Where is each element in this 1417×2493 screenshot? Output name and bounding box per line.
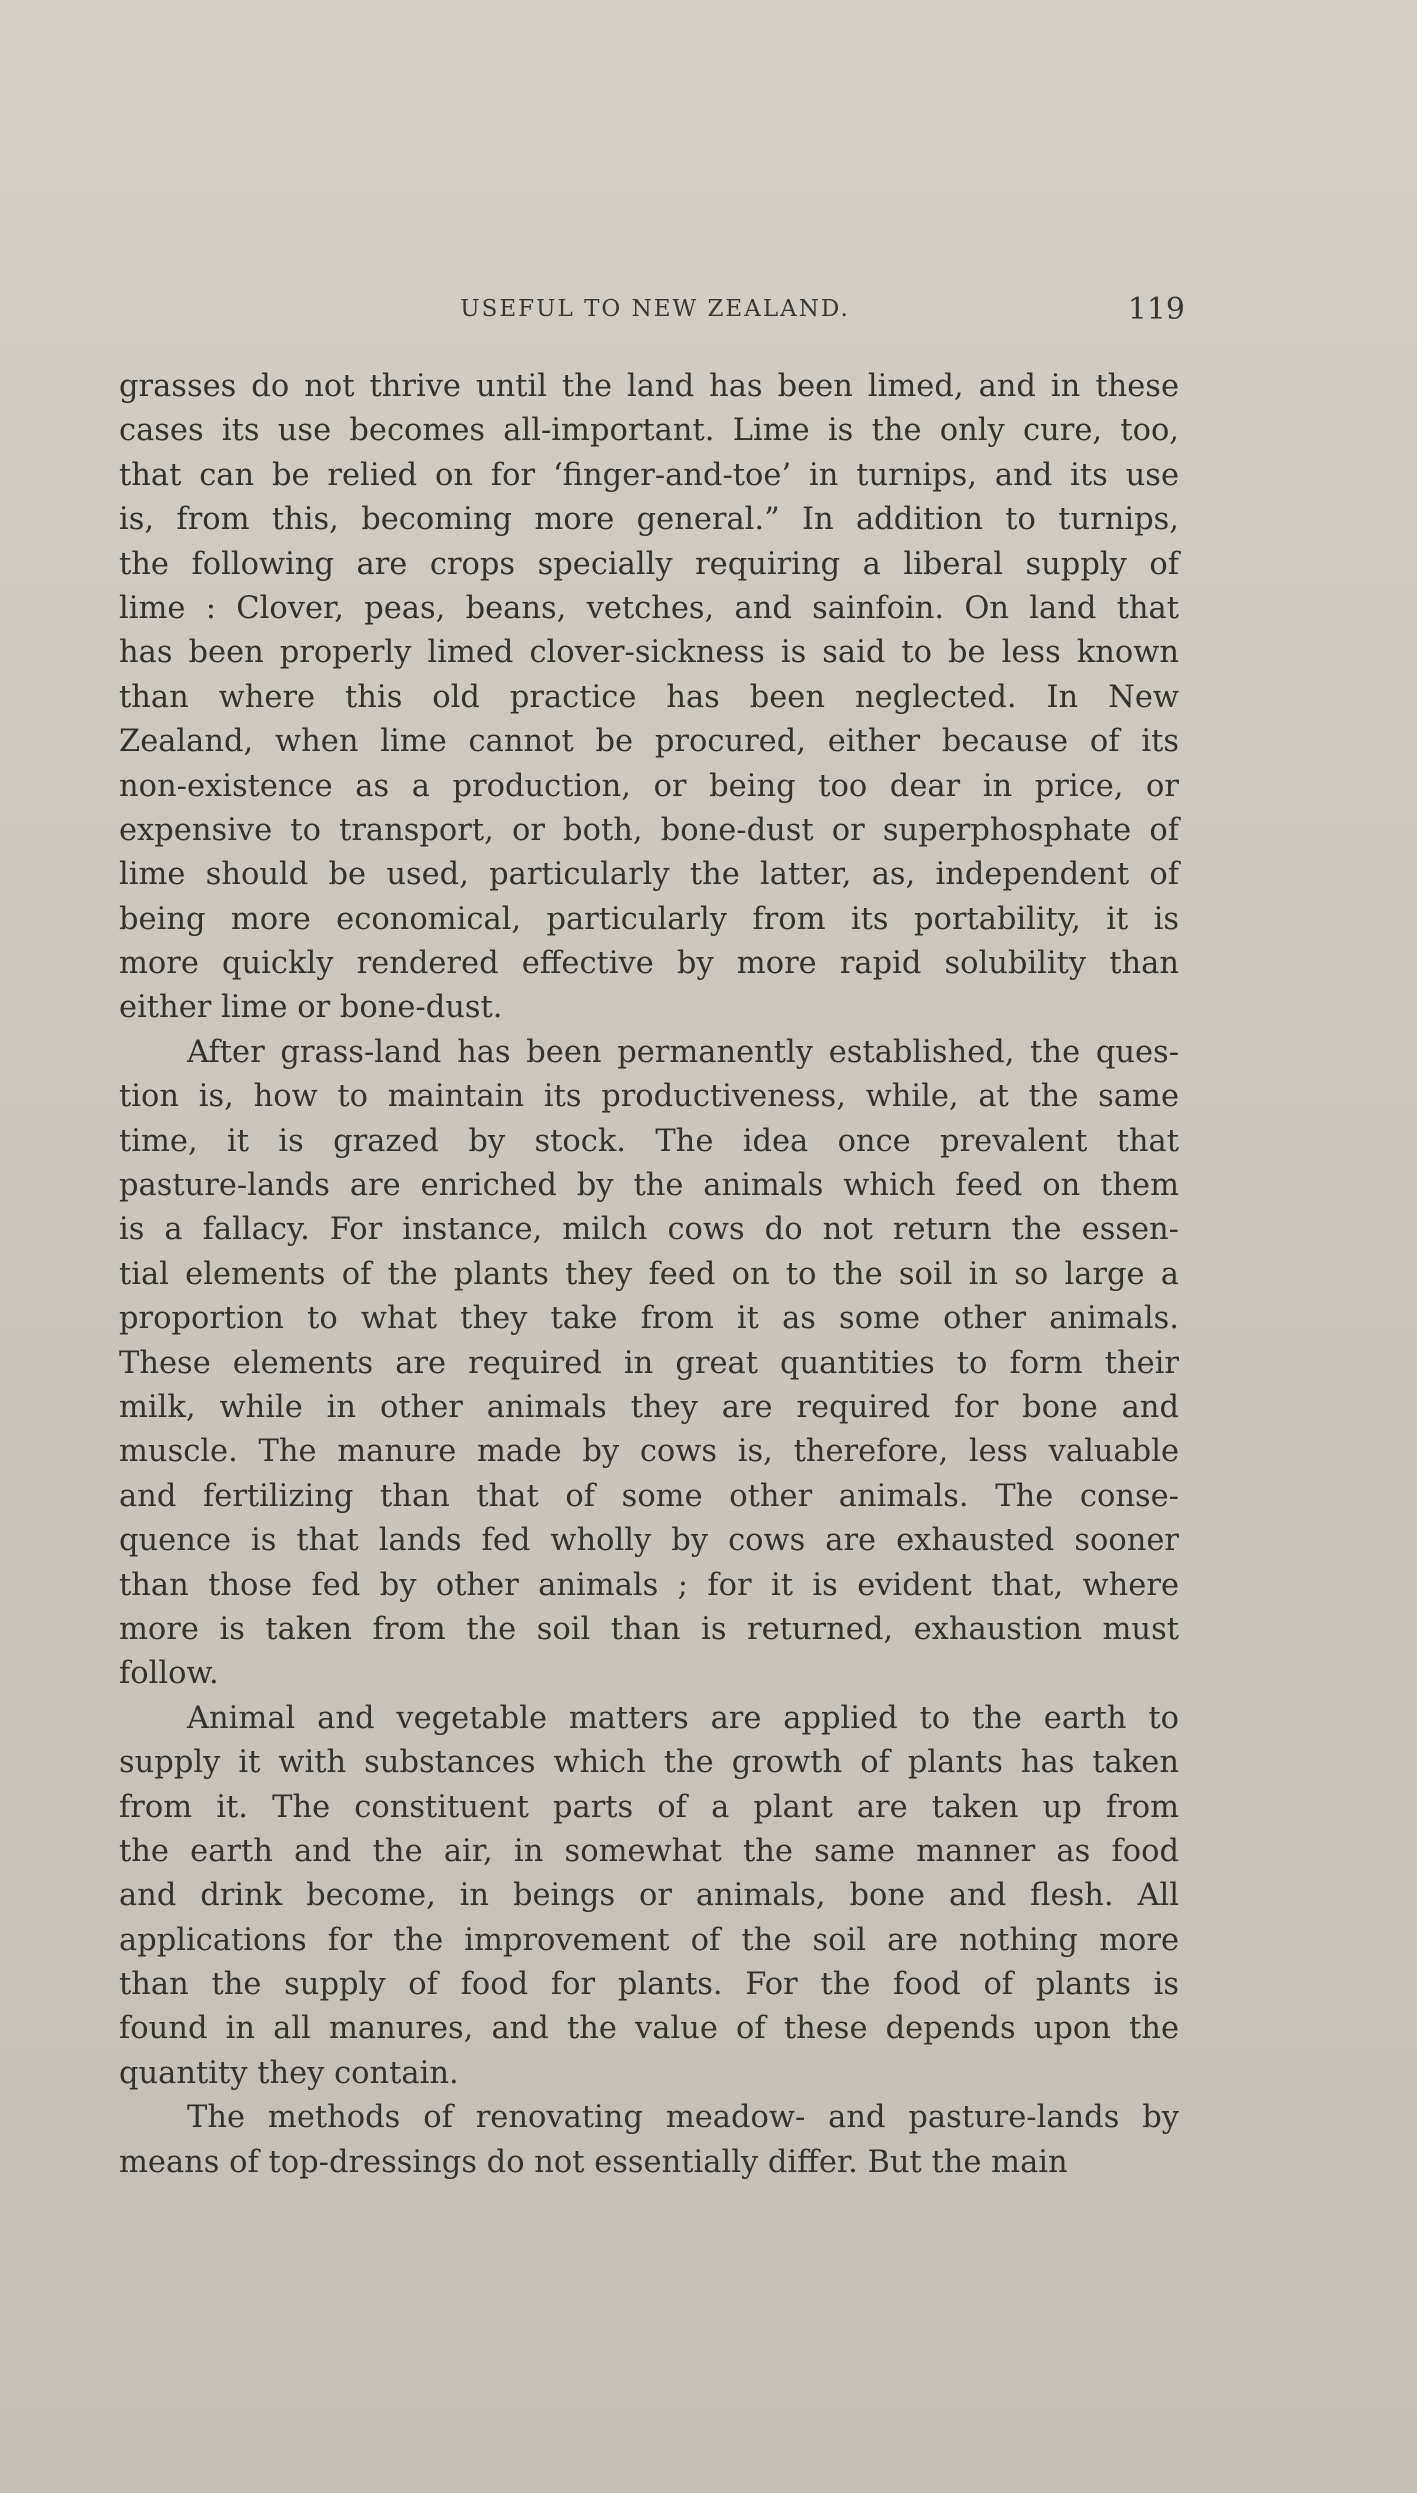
text-line: non-existence as a production, or being too dear in price, or bbox=[119, 768, 1179, 804]
text-line: the following are crops specially requiring a liberal supply of bbox=[119, 546, 1179, 582]
text-line: found in all manures, and the value of these depends upon the bbox=[119, 2011, 1179, 2047]
text-line: After grass-land has been permanently established, the ques- bbox=[187, 1034, 1179, 1070]
text-line: is a fallacy. For instance, milch cows do not return the essen- bbox=[119, 1212, 1179, 1248]
paragraph bbox=[119, 1031, 1179, 1697]
text-line: means of top-dressings do not essentially differ. But the main bbox=[119, 2144, 1068, 2180]
text-line: the earth and the air, in somewhat the same manner as food bbox=[119, 1833, 1179, 1869]
text-line: than where this old practice has been neglected. In New bbox=[119, 679, 1179, 715]
text-line: milk, while in other animals they are required for bone and bbox=[119, 1389, 1179, 1425]
text-line: than those fed by other animals ; for it is evident that, where bbox=[119, 1567, 1179, 1603]
text-line: from it. The constituent parts of a plant are taken up from bbox=[119, 1789, 1179, 1825]
paragraph bbox=[119, 1697, 1179, 2097]
text-line: than the supply of food for plants. For the food of plants is bbox=[119, 1967, 1179, 2003]
text-line: more quickly rendered effective by more rapid solubility than bbox=[119, 946, 1179, 982]
text-line: supply it with substances which the growth of plants has taken bbox=[119, 1745, 1179, 1781]
text-line: quantity they contain. bbox=[119, 2055, 459, 2091]
text-line: grasses do not thrive until the land has been limed, and in these bbox=[119, 369, 1179, 404]
text-line: muscle. The manure made by cows is, therefore, less valuable bbox=[119, 1434, 1179, 1470]
body-text bbox=[119, 365, 1179, 2185]
text-line: follow. bbox=[119, 1656, 219, 1692]
text-line: that can be relied on for ‘finger-and-toe’ in turnips, and its use bbox=[119, 457, 1179, 493]
page-number: 119 bbox=[1127, 292, 1185, 327]
text-line: and fertilizing than that of some other animals. The conse- bbox=[119, 1478, 1179, 1514]
text-line: Animal and vegetable matters are applied to the earth to bbox=[187, 1700, 1179, 1736]
text-line: lime should be used, particularly the latter, as, independent of bbox=[119, 857, 1179, 893]
text-line: Zealand, when lime cannot be procured, either because of its bbox=[119, 724, 1179, 760]
text-line: and drink become, in beings or animals, bone and flesh. All bbox=[119, 1878, 1179, 1914]
text-line: quence is that lands fed wholly by cows are exhausted sooner bbox=[119, 1523, 1179, 1559]
text-line: lime : Clover, peas, beans, vetches, and sainfoin. On land that bbox=[119, 590, 1179, 626]
text-line: expensive to transport, or both, bone-dust or superphosphate of bbox=[119, 812, 1179, 848]
running-head bbox=[0, 292, 1417, 332]
text-line: tial elements of the plants they feed on to the soil in so large a bbox=[119, 1256, 1179, 1292]
text-line: applications for the improvement of the soil are nothing more bbox=[119, 1922, 1179, 1958]
text-line: tion is, how to maintain its productiveness, while, at the same bbox=[119, 1079, 1179, 1115]
text-line: time, it is grazed by stock. The idea once prevalent that bbox=[119, 1123, 1179, 1159]
text-line: proportion to what they take from it as some other animals. bbox=[119, 1301, 1179, 1337]
text-line: is, from this, becoming more general.” In addition to turnips, bbox=[119, 502, 1179, 538]
text-line: The methods of renovating meadow- and pasture-lands by bbox=[187, 2100, 1179, 2136]
text-line: cases its use becomes all-important. Lime is the only cure, too, bbox=[119, 413, 1179, 449]
text-line: pasture-lands are enriched by the animals which feed on them bbox=[119, 1168, 1179, 1204]
paragraph bbox=[119, 2096, 1179, 2185]
text-line: These elements are required in great quantities to form their bbox=[119, 1345, 1179, 1381]
text-line: more is taken from the soil than is returned, exhaustion must bbox=[119, 1611, 1179, 1647]
running-title: USEFUL TO NEW ZEALAND. bbox=[460, 296, 850, 322]
paragraph bbox=[119, 365, 1179, 1031]
text-line: being more economical, particularly from its portability, it is bbox=[119, 901, 1179, 937]
text-line: either lime or bone-dust. bbox=[119, 990, 503, 1026]
text-line: has been properly limed clover-sickness is said to be less known bbox=[119, 635, 1179, 671]
